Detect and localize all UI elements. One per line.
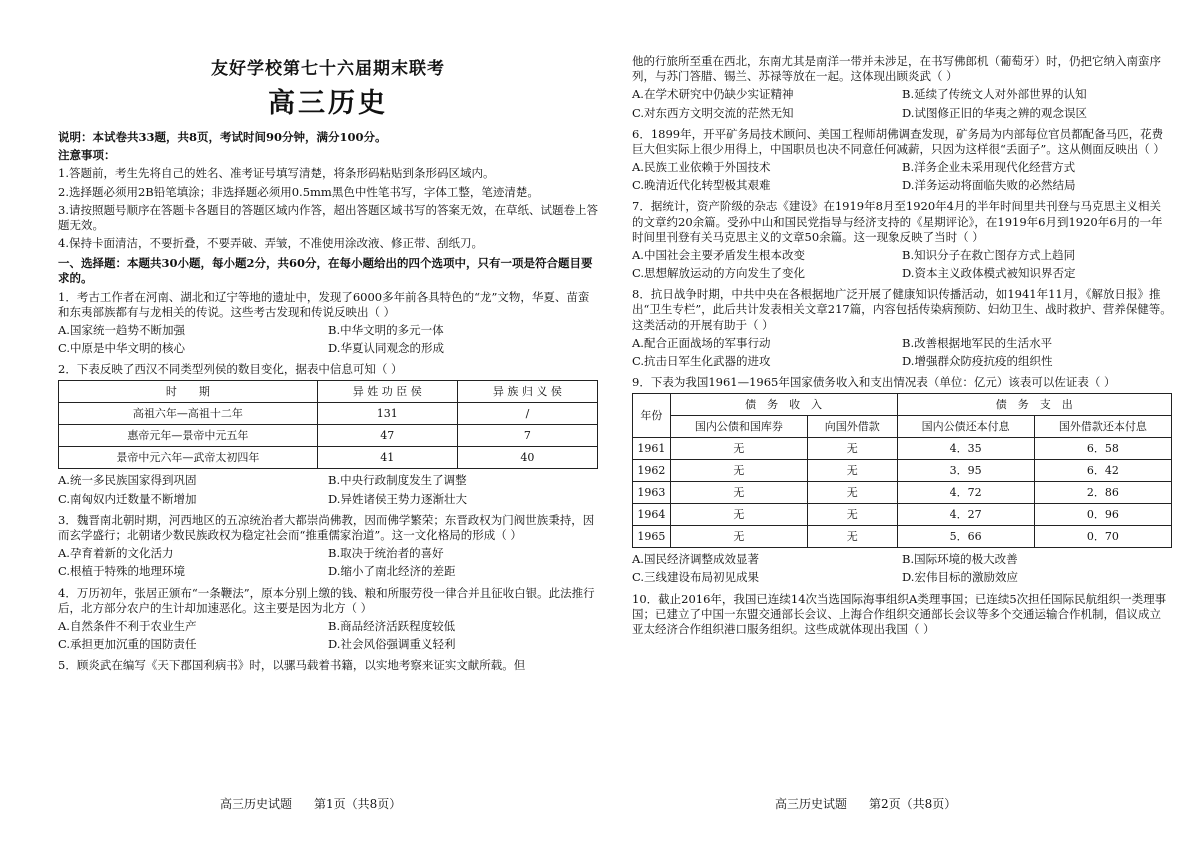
table-row — [633, 482, 1172, 504]
table-cell: 无 — [807, 526, 897, 548]
table-cell: 4．35 — [897, 438, 1034, 460]
option-a[interactable]: A.配合正面战场的军事行动 — [632, 335, 771, 350]
table-cell: 1963 — [633, 482, 671, 504]
note-item: 4.保持卡面清洁，不要折叠，不要弄破、弄皱，不准使用涂改液、修正带、刮纸刀。 — [58, 236, 483, 251]
option-a[interactable]: A.自然条件不利于农业生产 — [58, 618, 197, 633]
table-cell: 0．96 — [1034, 504, 1171, 526]
table-cell: 1964 — [633, 504, 671, 526]
table-header-expense: 债 务 支 出 — [897, 394, 1171, 416]
table-cell: 5．66 — [897, 526, 1034, 548]
option-d[interactable]: D.社会风俗强调重义轻利 — [328, 637, 456, 652]
right-column — [632, 54, 1172, 640]
option-d[interactable]: D.异姓诸侯王势力逐渐壮大 — [328, 491, 467, 506]
notes-heading: 注意事项： — [58, 148, 116, 163]
option-a[interactable]: A.中国社会主要矛盾发生根本改变 — [632, 247, 805, 262]
table-subheader: 国内公债和国库券 — [670, 416, 807, 438]
option-c[interactable]: C.根植于特殊的地理环境 — [58, 564, 186, 579]
note-item: 1.答题前，考生先将自己的姓名、准考证号填写清楚，将条形码粘贴到条形码区域内。 — [58, 166, 495, 181]
footer-title: 高三历史试题 — [775, 797, 848, 811]
section-heading: 一、选择题：本题共30小题，每小题2分，共60分，在每小题给出的四个选项中，只有一项是符合题目要求的。 — [58, 256, 593, 286]
note-item: 3.请按照题号顺序在答题卡各题目的答题区域内作答，超出答题区域书写的答案无效，在草纸、试题卷上答题无效。 — [58, 202, 598, 232]
table-cell: 4．72 — [897, 482, 1034, 504]
table-cell: 无 — [670, 526, 807, 548]
table-cell: 6．42 — [1034, 460, 1171, 482]
question-1-options — [58, 323, 598, 359]
option-a[interactable]: A.统一多民族国家得到巩固 — [58, 473, 197, 488]
question-4-options — [58, 619, 598, 655]
footer-page: 第1页（共8页） — [314, 797, 402, 811]
question-7-options — [632, 248, 1172, 284]
question-6-options — [632, 160, 1172, 196]
exam-description: 说明：本试卷共33题，共8页，考试时间90分钟，满分100分。 — [58, 130, 387, 145]
question-1-stem: 1．考古工作者在河南、湖北和辽宁等地的遗址中，发现了6000多年前各具特色的“龙”文物，华夏、苗蛮和东夷部族都有与龙相关的传说。这些考古发现和传说反映出（ ） — [58, 289, 590, 319]
table-cell: 无 — [670, 438, 807, 460]
option-d[interactable]: D.试图修正旧的华夷之辨的观念误区 — [902, 105, 1087, 120]
question-5-options — [632, 87, 1172, 123]
table-cell: 无 — [670, 504, 807, 526]
table-row — [633, 460, 1172, 482]
table-cell: 景帝中元六年—武帝太初四年 — [59, 447, 318, 469]
option-c[interactable]: C.晚清近代化转型极其艰难 — [632, 178, 771, 193]
table-cell: 40 — [457, 447, 597, 469]
table-cell: 131 — [317, 403, 457, 425]
footer-page: 第2页（共8页） — [869, 797, 957, 811]
table-cell: 惠帝元年—景帝中元五年 — [59, 425, 318, 447]
table-cell: 4．27 — [897, 504, 1034, 526]
question-9-stem: 9．下表为我国1961—1965年国家债务收入和支出情况表（单位：亿元）该表可以佐证表（ ） — [632, 375, 1116, 390]
table-cell: 3．95 — [897, 460, 1034, 482]
table-row — [633, 526, 1172, 548]
table-cell: 无 — [807, 438, 897, 460]
option-c[interactable]: C.承担更加沉重的国防责任 — [58, 637, 197, 652]
table-cell: 1961 — [633, 438, 671, 460]
option-b[interactable]: B.改善根据地军民的生活水平 — [902, 335, 1053, 350]
question-8-stem: 8．抗日战争时期，中共中央在各根据地广泛开展了健康知识传播活动，如1941年11月，《解放日报》推出“卫生专栏”，此后共计发表相关文章217篇，内容包括传染病预防、妇幼卫生、战时救护、营养保健等。这类活动的开展有助于（ ） — [632, 287, 1172, 332]
option-b[interactable]: B.国际环境的极大改善 — [902, 552, 1018, 567]
question-6-stem: 6．1899年，开平矿务局技术顾问、美国工程师胡佛调查发现，矿务局为内部每位官员都配备马匹，花费巨大但实际上很少用得上，中国职员也决不同意任何减薪，只因为这样很“丢面子”。这从侧面反映出（ ） — [632, 126, 1165, 156]
question-9-table — [632, 393, 1172, 548]
footer-title: 高三历史试题 — [220, 797, 293, 811]
option-d[interactable]: D.缩小了南北经济的差距 — [328, 564, 456, 579]
table-cell: 无 — [807, 504, 897, 526]
question-4-stem: 4．万历初年，张居正颁布“一条鞭法”，原本分别上缴的钱、粮和所服劳役一律合并且征收白银。此法推行后，北方部分农户的生计却加速恶化。这主要是因为北方（ ） — [58, 585, 595, 615]
table-cell: 2．86 — [1034, 482, 1171, 504]
question-5-stem-cont: 他的行旅所至重在西北，东南尤其是南洋一带并未涉足，在书写佛郎机（葡萄牙）时，仍把它纳入南蛮序列，与苏门答腊、锡兰、苏禄等放在一起。这体现出顾炎武（ ） — [632, 54, 1161, 84]
table-cell: 无 — [670, 482, 807, 504]
question-5-stem-start: 5．顾炎武在编写《天下郡国利病书》时，以骡马载着书籍，以实地考察来证实文献所载。但 — [58, 658, 526, 673]
option-a[interactable]: A.国民经济调整成效显著 — [632, 552, 759, 567]
option-d[interactable]: D.宏伟目标的激励效应 — [902, 570, 1018, 585]
question-8-options — [632, 336, 1172, 372]
question-10-stem: 10．截止2016年，我国已连续14次当选国际海事组织A类理事国；已连续5次担任国际民航组织一类理事国；已建立了中国一东盟交通部长会议、上海合作组织交通部长会议等多个交通运输合作机制，倡议成立亚太经济合作组织港口服务组织。这些成就体现出我国（ ） — [632, 591, 1167, 636]
table-header-year: 年份 — [633, 394, 671, 438]
option-c[interactable]: C.对东西方文明交流的茫然无知 — [632, 105, 794, 120]
page-footer-left — [220, 797, 401, 813]
table-cell: / — [457, 403, 597, 425]
option-d[interactable]: D.华夏认同观念的形成 — [328, 341, 444, 356]
question-2-table — [58, 380, 598, 469]
table-cell: 0．70 — [1034, 526, 1171, 548]
table-header: 异 姓 功 臣 侯 — [317, 381, 457, 403]
table-cell: 无 — [807, 482, 897, 504]
option-d[interactable]: D.增强群众防疫抗疫的组织性 — [902, 353, 1053, 368]
table-cell: 6．58 — [1034, 438, 1171, 460]
option-b[interactable]: B.知识分子在救亡图存方式上趋同 — [902, 247, 1076, 262]
table-header: 时 期 — [59, 381, 318, 403]
option-b[interactable]: B.取决于统治者的喜好 — [328, 546, 444, 561]
table-row — [633, 504, 1172, 526]
option-c[interactable]: C.南匈奴内迁数量不断增加 — [58, 491, 197, 506]
table-subheader: 国外借款还本付息 — [1034, 416, 1171, 438]
option-c[interactable]: C.中原是中华文明的核心 — [58, 341, 186, 356]
option-a[interactable]: A.在学术研究中仍缺少实证精神 — [632, 87, 794, 102]
table-subheader: 向国外借款 — [807, 416, 897, 438]
table-cell: 无 — [670, 460, 807, 482]
table-row — [59, 447, 598, 469]
option-b[interactable]: B.洋务企业未采用现代化经营方式 — [902, 160, 1076, 175]
question-3-stem: 3．魏晋南北朝时期，河西地区的五凉统治者大都崇尚佛教，因而佛学繁荣；东晋政权为门阀世族秉持，因而玄学盛行；北朝诸少数民族政权为稳定社会而“推重儒家治道”。这一文化格局的形成（ ） — [58, 512, 595, 542]
table-header: 异 族 归 义 侯 — [457, 381, 597, 403]
table-header-income: 债 务 收 入 — [670, 394, 897, 416]
question-9-options — [632, 552, 1172, 588]
subject-title: 高三历史 — [268, 88, 388, 120]
option-b[interactable]: B.延续了传统文人对外部世界的认知 — [902, 87, 1087, 102]
option-d[interactable]: D.洋务运动将面临失败的必然结局 — [902, 178, 1076, 193]
table-subheader: 国内公债还本付息 — [897, 416, 1034, 438]
table-row — [633, 438, 1172, 460]
question-3-options — [58, 546, 598, 582]
question-2-stem: 2．下表反映了西汉不同类型列侯的数目变化，据表中信息可知（ ） — [58, 362, 403, 377]
option-d[interactable]: D.资本主义政体模式被知识界否定 — [902, 266, 1076, 281]
table-cell: 1965 — [633, 526, 671, 548]
table-cell: 41 — [317, 447, 457, 469]
option-c[interactable]: C.抗击日军生化武器的进攻 — [632, 353, 771, 368]
note-item: 2.选择题必须用2B铅笔填涂；非选择题必须用0.5mm黑色中性笔书写，字体工整，笔迹清楚。 — [58, 184, 539, 199]
option-a[interactable]: A.孕育着新的文化活力 — [58, 546, 174, 561]
option-b[interactable]: B.商品经济活跃程度较低 — [328, 618, 456, 633]
option-a[interactable]: A.国家统一趋势不断加强 — [58, 322, 185, 337]
option-a[interactable]: A.民族工业依赖于外国技术 — [632, 160, 771, 175]
exam-title: 友好学校第七十六届期末联考 — [211, 59, 445, 79]
option-c[interactable]: C.三线建设布局初见成果 — [632, 570, 760, 585]
table-cell: 47 — [317, 425, 457, 447]
option-c[interactable]: C.思想解放运动的方向发生了变化 — [632, 266, 806, 281]
table-cell: 高祖六年—高祖十二年 — [59, 403, 318, 425]
option-b[interactable]: B.中央行政制度发生了调整 — [328, 473, 467, 488]
option-b[interactable]: B.中华文明的多元一体 — [328, 322, 444, 337]
question-7-stem: 7．据统计，资产阶级的杂志《建设》在1919年8月至1920年4月的半年时间里共刊登与马克思主义相关的文章约20余篇。受孙中山和国民党指导与经济支持的《星期评论》，在1919年6月到1920年6月的一年时间里刊登有关马克思主义的文章50余篇。这一现象反映了当时（ ） — [632, 199, 1163, 244]
question-2-options — [58, 473, 598, 509]
table-row — [59, 425, 598, 447]
table-row — [59, 403, 598, 425]
left-column — [58, 0, 598, 676]
table-cell: 无 — [807, 460, 897, 482]
page-footer-right — [775, 797, 956, 813]
table-cell: 7 — [457, 425, 597, 447]
table-cell: 1962 — [633, 460, 671, 482]
